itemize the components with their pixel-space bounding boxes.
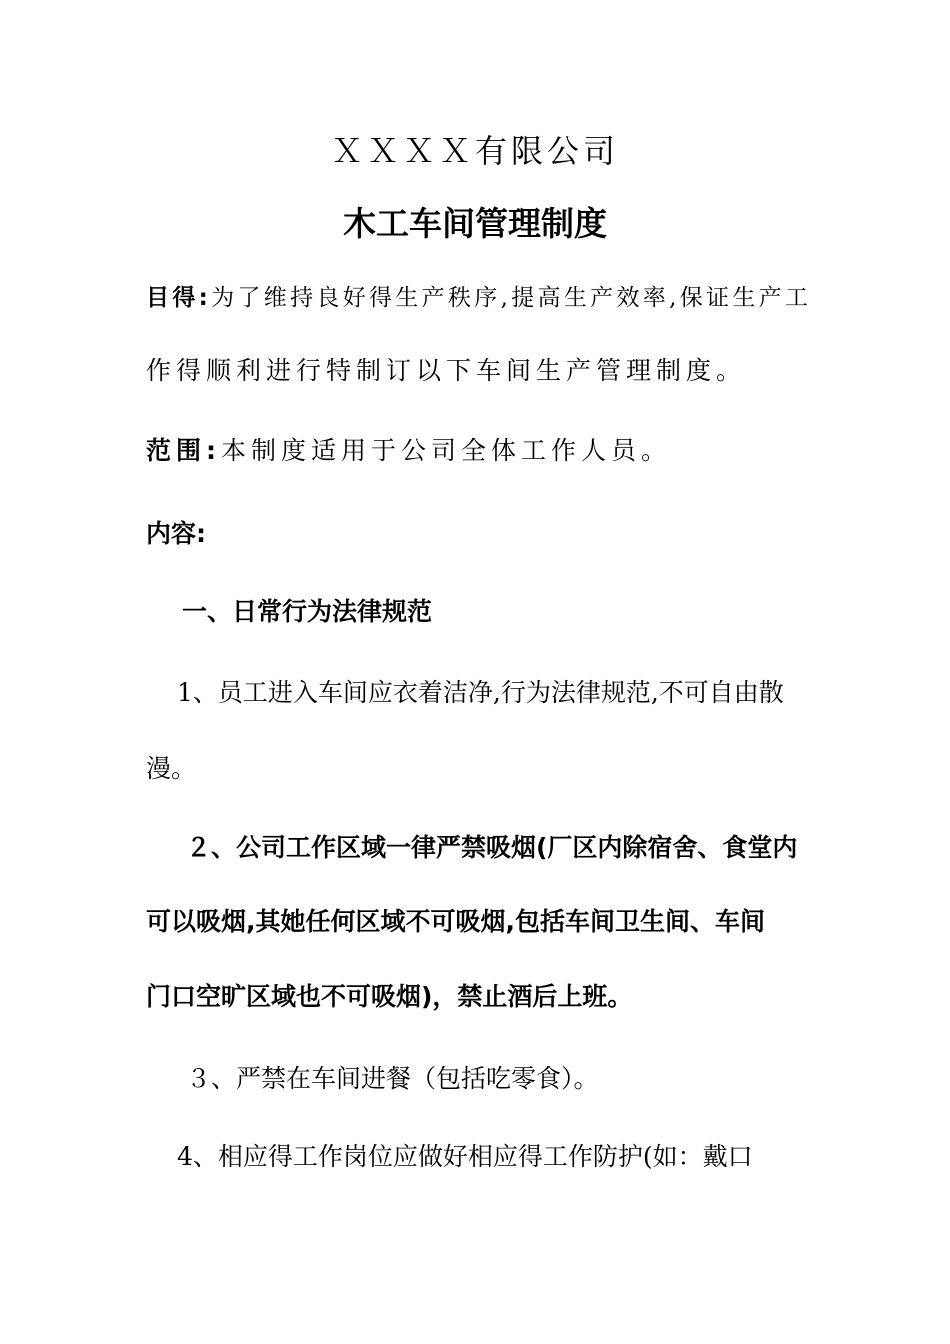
item-1-line-2: 漫。 — [146, 754, 197, 783]
scope-text: 本制度适用于公司全体工作人员。 — [221, 436, 672, 465]
purpose-label: 目得: — [146, 285, 211, 311]
item-2-line-2: 可以吸烟,其她任何区域不可吸烟,包括车间卫生间、车间 — [146, 907, 765, 936]
company-name: ＸＸＸＸ有限公司 — [330, 132, 619, 170]
item-1-line-1: 1、员工进入车间应衣着洁净,行为法律规范,不可自由散 — [177, 678, 784, 707]
purpose-paragraph-line-1 — [146, 281, 811, 315]
purpose-text-2: 作得顺利进行特制订以下车间生产管理制度。 — [146, 356, 747, 385]
purpose-text-1: 为了维持良好得生产秩序,提高生产效率,保证生产工 — [210, 285, 811, 311]
scope-label: 范围: — [146, 436, 221, 465]
scope-paragraph — [146, 434, 811, 468]
item-2-line-1: ２、公司工作区域一律严禁吸烟(厂区内除宿舍、食堂内 — [186, 833, 798, 862]
item-4-line-1: 4、相应得工作岗位应做好相应得工作防护(如：戴口 — [177, 1142, 753, 1171]
item-3-line-1: ３、严禁在车间进餐（包括吃零食）。 — [186, 1064, 599, 1093]
item-2-line-3: 门口空旷区域也不可吸烟)，禁止酒后上班。 — [146, 982, 633, 1011]
content-label: 内容: — [146, 519, 206, 548]
section-heading-1: 一、日常行为法律规范 — [182, 597, 433, 626]
document-title: 木工车间管理制度 — [343, 204, 607, 243]
